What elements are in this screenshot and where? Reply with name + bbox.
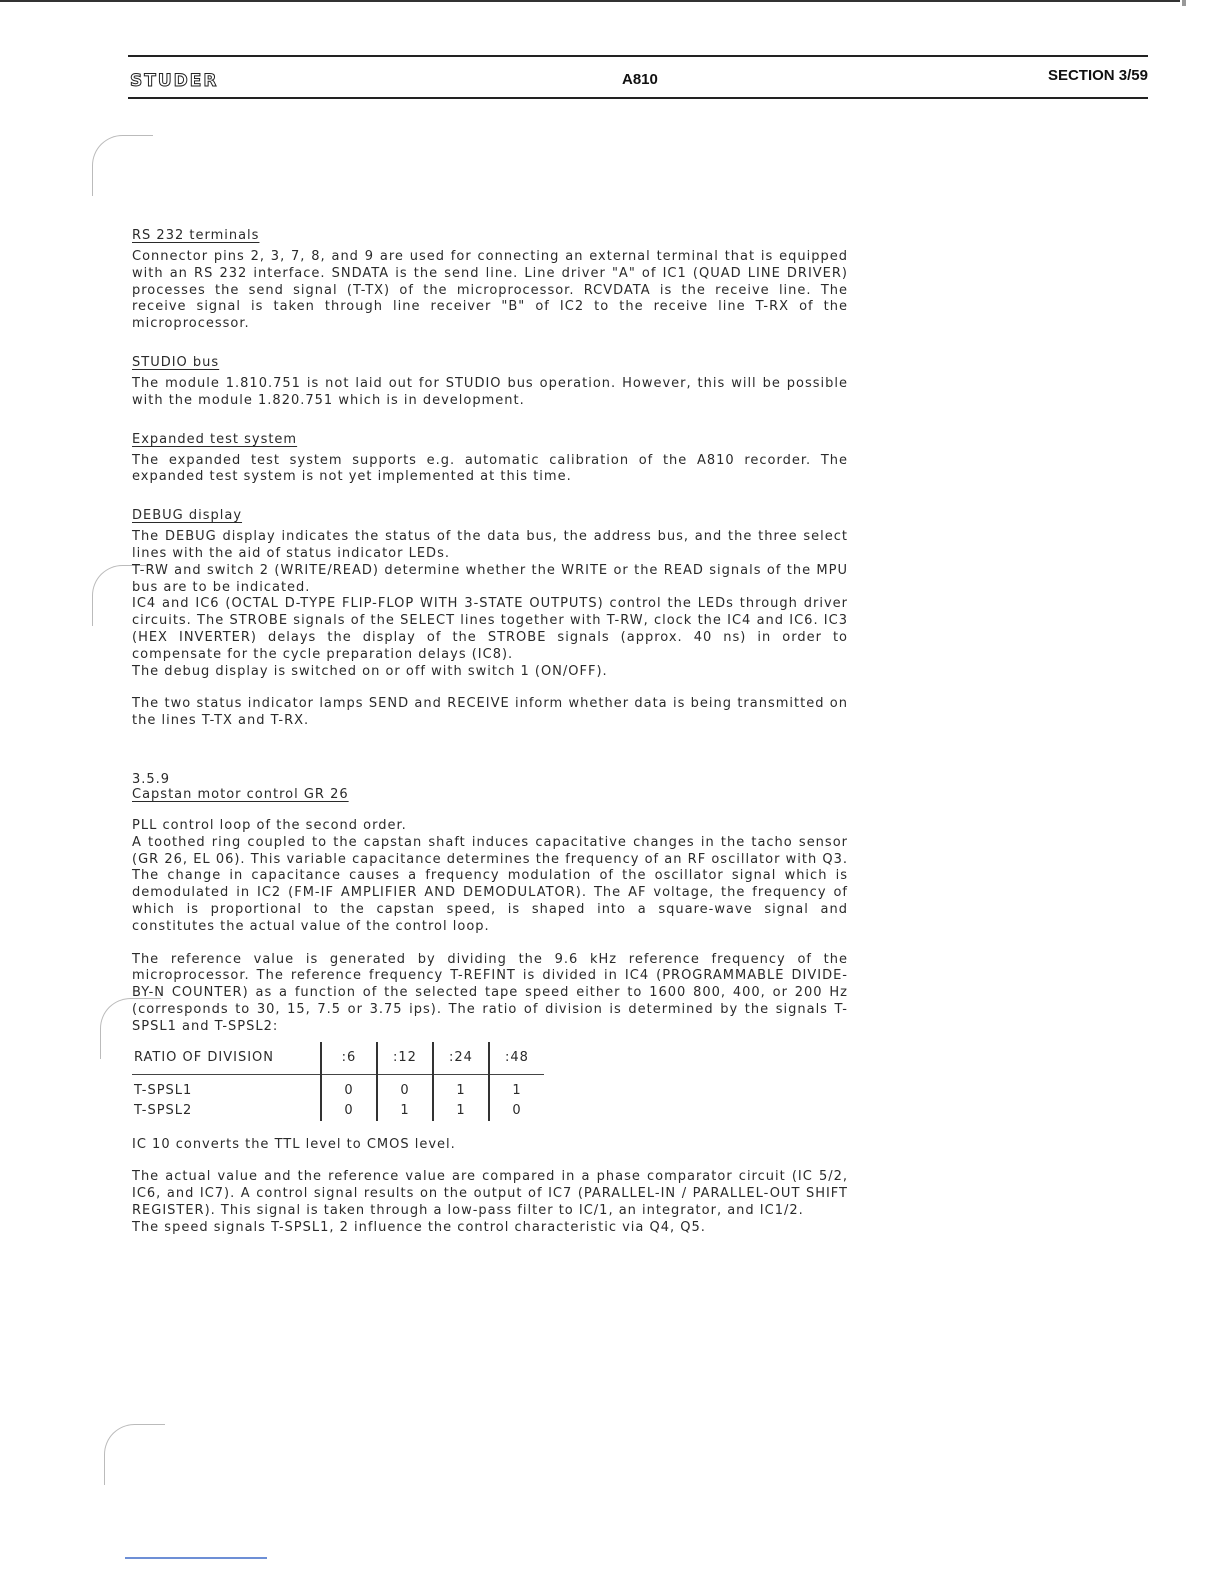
debug-paragraph-5: The two status indicator lamps SEND and RECEIVE inform whether data is being transmitted on the lines T-TX and T-RX. [132,696,848,729]
model-name: A810 [622,71,658,88]
table-cell: 1 [489,1081,544,1101]
table-cell: 0 [321,1101,377,1121]
division-ratio-table [132,1042,544,1121]
table-cell: 1 [433,1101,489,1121]
heading-expanded-test: Expanded test system [132,431,298,447]
capstan-paragraph-4: IC 10 converts the TTL level to CMOS level. [132,1136,456,1152]
footer-link-line [125,1557,267,1559]
table-header-cell: :48 [489,1042,544,1075]
capstan-paragraph-3: The reference value is generated by dividing the 9.6 kHz reference frequency of the microprocessor. The reference frequency T-REFINT is divided in IC4 (PROGRAMMABLE DIVIDE-BY-N COUNTER) as a function of the selected tape speed either to 1600 800, 400, or 200 Hz (corresponds to 30, 15, 7.5 or 3.75 ips). The ratio of division is determined by the signals T-SPSL1 and T-SPSL2: [132,951,848,1034]
heading-studio-bus: STUDIO bus [132,354,220,370]
table-cell: 0 [377,1081,433,1101]
table-header-cell: :12 [377,1042,433,1075]
scan-mark [1182,0,1186,6]
header-rule-top [128,55,1148,57]
studio-bus-paragraph: The module 1.810.751 is not laid out for STUDIO bus operation. However, this will be possible with the module 1.820.751 which is in development. [132,375,848,408]
table-cell: 0 [489,1101,544,1121]
table-cell: 0 [321,1081,377,1101]
heading-debug-display: DEBUG display [132,508,243,524]
debug-paragraph-4: The debug display is switched on or off with switch 1 (ON/OFF). [132,663,608,679]
punch-hole-mark [92,135,153,196]
debug-paragraph-1: The DEBUG display indicates the status of the data bus, the address bus, and the three select lines with the aid of status indicator LEDs. [132,529,848,561]
capstan-paragraph-5: The actual value and the reference value are compared in a phase comparator circuit (IC 5/2, IC6, and IC7). A control signal results on the output of IC7 (PARALLEL-IN / PARALLEL-OUT SHIFT REGISTER). This signal is taken through a low-pass filter to IC/1, an integrator, and IC1/2. [132,1169,848,1218]
capstan-paragraph-1: PLL control loop of the second order. [132,817,407,833]
section-number-359: 3.5.9 [132,771,171,787]
table-header-row [132,1042,544,1075]
table-cell: 1 [433,1081,489,1101]
capstan-paragraph-2: A toothed ring coupled to the capstan shaft induces capacitative changes in the tacho sensor (GR 26, EL 06). This variable capacitance determines the frequency of an RF oscillator with Q3. The change in capacitance causes a frequency modulation of the oscillator signal which is demodulated in IC2 (FM-IF AMPLIFIER AND DEMODULATOR). The AF voltage, the frequency of which is proportional to the capstan speed, is shaped into a square-wave signal and constitutes the actual value of the control loop. [132,834,848,934]
expanded-test-paragraph: The expanded test system supports e.g. automatic calibration of the A810 recorder. The expanded test system is not yet implemented at this time. [132,452,848,485]
table-row [132,1101,544,1121]
studer-logo: STUDER [130,71,219,91]
table-cell: 1 [377,1101,433,1121]
capstan-paragraph-6: The speed signals T-SPSL1, 2 influence the control characteristic via Q4, Q5. [132,1219,706,1235]
table-header-cell: :24 [433,1042,489,1075]
section-number: SECTION 3/59 [1047,67,1148,84]
heading-capstan: Capstan motor control GR 26 [132,786,349,802]
page-body [132,228,848,1236]
debug-paragraph-3: IC4 and IC6 (OCTAL D-TYPE FLIP-FLOP WITH 3-STATE OUTPUTS) control the LEDs through driver circuits. The STROBE signals of the SELECT lines together with T-RW, clock the IC4 and IC6. IC3 (HEX INVERTER) delays the display of the STROBE signals (approx. 40 ns) in order to compensate for the cycle preparation delays (IC8). [132,596,848,662]
table-header-cell: :6 [321,1042,377,1075]
header-rule-bottom [128,97,1148,99]
page-top-edge [0,0,1180,2]
table-row-label: T-SPSL2 [134,1103,193,1118]
punch-hole-mark [104,1424,165,1485]
table-header-label: RATIO OF DIVISION [132,1042,321,1075]
debug-paragraph-2: T-RW and switch 2 (WRITE/READ) determine whether the WRITE or the READ signals of the MPU bus are to be indicated. [132,562,848,595]
page-header [128,55,1148,99]
heading-rs232: RS 232 terminals [132,228,260,243]
table-row [132,1081,544,1101]
table-row-label: T-SPSL1 [134,1083,193,1098]
rs232-paragraph: Connector pins 2, 3, 7, 8, and 9 are used for connecting an external terminal that is equipped with an RS 232 interface. SNDATA is the send line. Line driver "A" of IC1 (QUAD LINE DRIVER) processes the send signal (T-TX) of the microprocessor. RCVDATA is the receive line. The receive signal is taken through line receiver "B" of IC2 to the receive line T-RX of the microprocessor. [132,249,848,332]
